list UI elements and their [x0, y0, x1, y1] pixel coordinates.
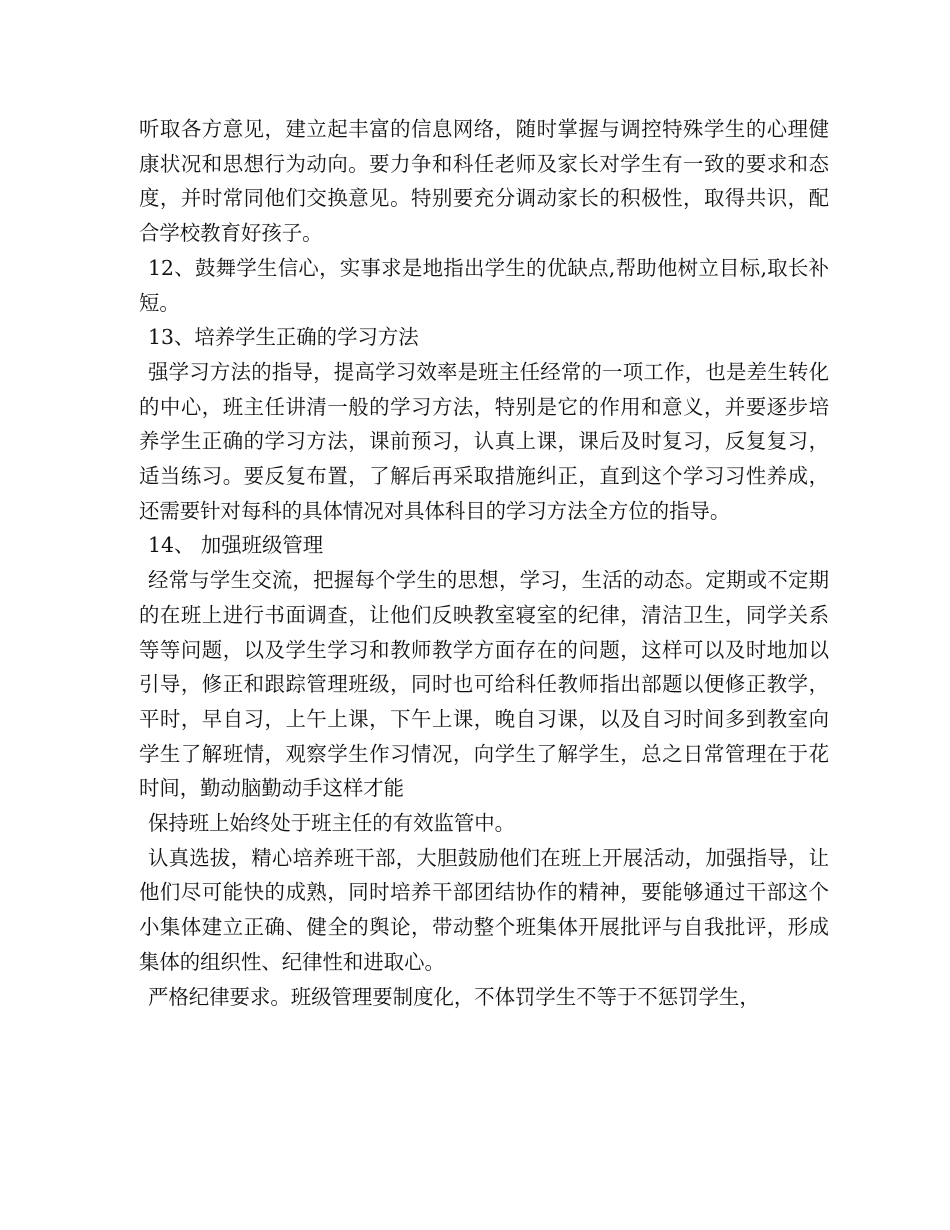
paragraph-discipline: 严格纪律要求。班级管理要制度化，不体罚学生不等于不惩罚学生，: [148, 984, 760, 1009]
paragraph-item-12: 12、鼓舞学生信心，实事求是地指出学生的优缺点,帮助他树立目标,取长补短。: [139, 255, 829, 315]
heading-item-13: 13、培养学生正确的学习方法: [148, 325, 419, 350]
paragraph-student-communication: 经常与学生交流，把握每个学生的思想，学习，生活的动态。定期或不定期的在班上进行书面调查，让他们反映教室寝室的纪律，清洁卫生，同学关系等等问题，以及学生学习和教师教学方面存在的问题，这样可以及时地加以引导，修正和跟踪管理班级，同时也可给科任教师指出部题以便修正教学，平时，早自习，上午上课，下午上课，晚自习课，以及自习时间多到教室向学生了解班情，观察学生作习情况，向学生了解学生，总之日常管理在于花时间，勤动脑勤动手这样才能: [139, 568, 829, 801]
paragraph-class-cadres: 认真选拔，精心培养班干部，大胆鼓励他们在班上开展活动，加强指导，让他们尽可能快的成熟，同时培养干部团结协作的精神，要能够通过干部这个小集体建立正确、健全的舆论，带动整个班集体开展批评与自我批评，形成集体的组织性、纪律性和进取心。: [139, 845, 829, 974]
document-page: [139, 112, 829, 1014]
heading-item-14: 14、 加强班级管理: [148, 533, 324, 558]
paragraph-study-methods: 强学习方法的指导，提高学习效率是班主任经常的一项工作，也是差生转化的中心，班主任讲清一般的学习方法，特别是它的作用和意义，并要逐步培养学生正确的学习方法，课前预习，认真上课，课后及时复习，反复复习，适当练习。要反复布置，了解后再采取措施纠正，直到这个学习习性养成，还需要针对每科的具体情况对具体科目的学习方法全方位的指导。: [139, 359, 829, 523]
paragraph-effective-supervision: 保持班上始终处于班主任的有效监管中。: [148, 811, 516, 836]
paragraph-info-network: 听取各方意见，建立起丰富的信息网络，随时掌握与调控特殊学生的心理健康状况和思想行为动向。要力争和科任老师及家长对学生有一致的要求和态度，并时常同他们交换意见。特别要充分调动家长的积极性，取得共识，配合学校教育好孩子。: [139, 117, 829, 246]
